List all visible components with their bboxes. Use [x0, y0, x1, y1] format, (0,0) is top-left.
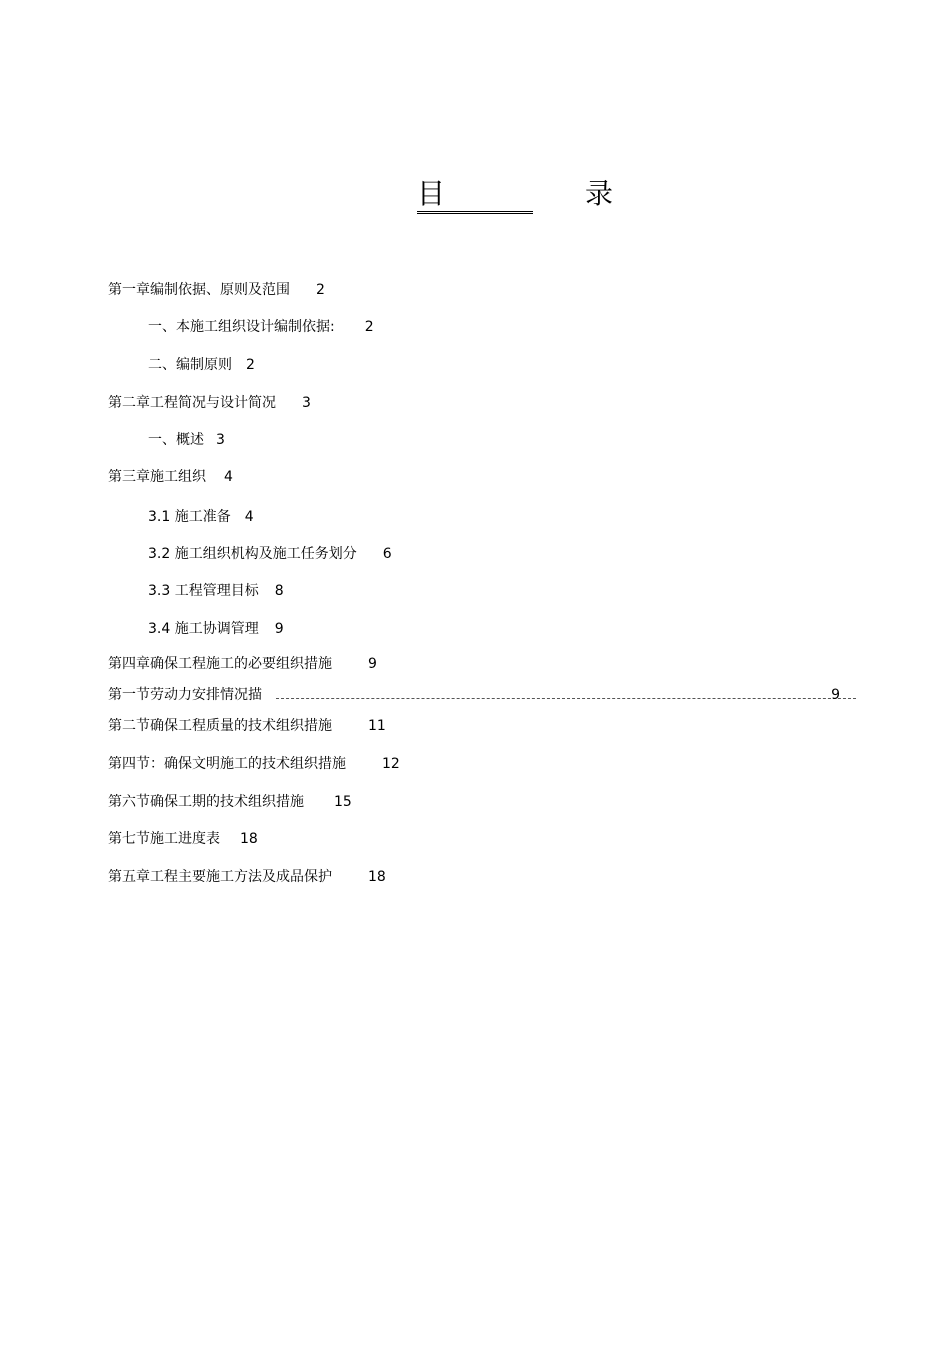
- dot-leader: [276, 698, 856, 699]
- toc-entry: [148, 508, 254, 526]
- toc-entry-page: 9: [368, 656, 377, 672]
- toc-entry: [148, 431, 225, 449]
- toc-entry: [108, 394, 311, 412]
- toc-entry-label: 第三章施工组织: [108, 469, 206, 485]
- toc-entry: [108, 717, 386, 735]
- toc-entry-label: 第一节劳动力安排情况描: [108, 687, 262, 703]
- toc-entry-label: 第七节施工进度表: [108, 831, 220, 847]
- toc-entry-label: 第二节确保工程质量的技术组织措施: [108, 718, 332, 734]
- toc-entry-label: 第二章工程简况与设计简况: [108, 395, 276, 411]
- toc-entry: [148, 582, 284, 600]
- toc-entry-label: 3.4 施工协调管理: [148, 621, 259, 637]
- toc-entry-label: 第一章编制依据、原则及范围: [108, 282, 290, 298]
- toc-entry-label: 一、本施工组织设计编制依据:: [148, 319, 335, 335]
- toc-entry-page: 4: [224, 469, 233, 485]
- toc-entry: [108, 281, 325, 299]
- toc-entry-page: 11: [368, 718, 386, 734]
- toc-entry-page: 18: [368, 869, 386, 885]
- toc-title: 目 录: [417, 178, 533, 214]
- toc-entry-page: 12: [382, 756, 400, 772]
- toc-entry: [108, 830, 258, 848]
- toc-entry-label: 第六节确保工期的技术组织措施: [108, 794, 304, 810]
- toc-entry-page: 3: [302, 395, 311, 411]
- toc-entry-label: 3.2 施工组织机构及施工任务划分: [148, 546, 357, 562]
- toc-entry-page: 9: [274, 621, 284, 637]
- toc-entry-page: 4: [244, 509, 254, 525]
- toc-entry-page: 2: [364, 319, 374, 335]
- toc-entry: [108, 868, 386, 886]
- toc-entry: [108, 655, 377, 673]
- toc-entry-label: 一、概述: [148, 432, 204, 448]
- toc-entry-page: 2: [246, 357, 255, 373]
- toc-entry: [148, 318, 374, 336]
- toc-entry: [108, 755, 400, 773]
- toc-entry: [108, 793, 352, 811]
- toc-entry-label: 3.1 施工准备: [148, 509, 231, 525]
- toc-entry-page: 2: [316, 282, 325, 298]
- toc-entry-page: 15: [334, 794, 352, 810]
- toc-entry-page: 18: [240, 831, 258, 847]
- toc-entry-page: 8: [274, 583, 284, 599]
- toc-entry: [108, 468, 233, 486]
- toc-entry-label: 二、编制原则: [148, 357, 232, 373]
- toc-entry: [148, 356, 255, 374]
- toc-entry-page: 9: [831, 687, 840, 703]
- toc-entry-with-leader: [108, 686, 840, 704]
- toc-entry-page: 3: [216, 432, 225, 448]
- toc-entry-label: 第四节：确保文明施工的技术组织措施: [108, 756, 346, 772]
- toc-entry-page: 6: [382, 546, 392, 562]
- toc-entry: [148, 620, 284, 638]
- toc-entry-label: 第五章工程主要施工方法及成品保护: [108, 869, 332, 885]
- toc-entry-label: 第四章确保工程施工的必要组织措施: [108, 656, 332, 672]
- toc-entry: [148, 545, 392, 563]
- toc-entry-label: 3.3 工程管理目标: [148, 583, 259, 599]
